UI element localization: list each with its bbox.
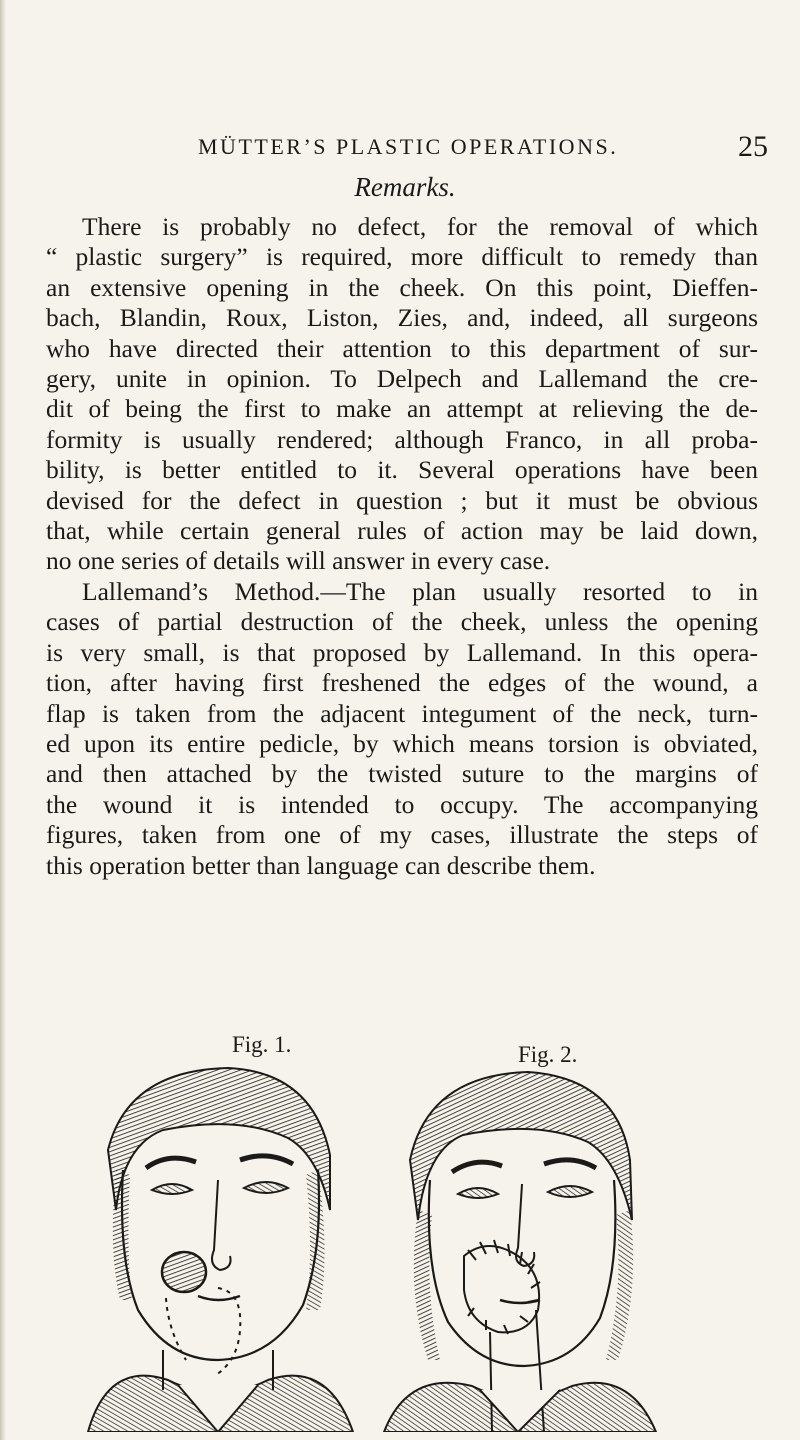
text-line: and then attached by the twisted suture to the margins of bbox=[46, 759, 758, 789]
body-text bbox=[46, 212, 758, 881]
text-line: figures, taken from one of my cases, illustrate the steps of bbox=[46, 820, 758, 850]
figure-2-label: Fig. 2. bbox=[518, 1042, 578, 1067]
running-head-title: MÜTTER’S PLASTIC OPERATIONS. bbox=[198, 134, 619, 159]
face-illustration-2 bbox=[368, 1060, 668, 1432]
text-line: “ plastic surgery” is required, more difficult to remedy than bbox=[46, 242, 758, 272]
text-line: gery, unite in opinion. To Delpech and Lallemand the cre- bbox=[46, 364, 758, 394]
text-line: tion, after having first freshened the edges of the wound, a bbox=[46, 668, 758, 698]
text-line: no one series of details will answer in every case. bbox=[46, 546, 551, 576]
text-line: this operation better than language can describe them. bbox=[46, 850, 596, 880]
figure-1-label: Fig. 1. bbox=[232, 1032, 292, 1057]
figure-2-engraving bbox=[368, 1060, 668, 1432]
paragraph-remarks bbox=[46, 212, 758, 577]
text-line: There is probably no defect, for the removal of which bbox=[82, 212, 758, 241]
text-line: flap is taken from the adjacent integument of the neck, turn- bbox=[46, 698, 758, 728]
text-line: ed upon its entire pedicle, by which means torsion is obviated, bbox=[46, 728, 758, 758]
text-line: the wound it is intended to occupy. The accompanying bbox=[46, 789, 758, 819]
text-line: formity is usually rendered; although Franco, in all proba- bbox=[46, 424, 758, 454]
text-line: bility, is better entitled to it. Several operations have been bbox=[46, 455, 758, 485]
face-illustration-1 bbox=[68, 1060, 368, 1432]
section-heading: Remarks. bbox=[354, 172, 456, 202]
page-number: 25 bbox=[738, 130, 768, 163]
text-line: Lallemand’s Method.—The plan usually resorted to in bbox=[82, 576, 758, 606]
running-head bbox=[0, 128, 800, 168]
text-line: devised for the defect in question ; but it must be obvious bbox=[46, 485, 758, 515]
text-line: an extensive opening in the cheek. On this point, Dieffen- bbox=[46, 272, 758, 302]
text-line: is very small, is that proposed by Lallemand. In this opera- bbox=[46, 637, 758, 667]
text-line: dit of being the first to make an attempt at relieving the de- bbox=[46, 394, 758, 424]
text-line: that, while certain general rules of action may be laid down, bbox=[46, 516, 758, 546]
text-line: bach, Blandin, Roux, Liston, Zies, and, indeed, all surgeons bbox=[46, 303, 758, 333]
page-edge-shadow bbox=[0, 0, 6, 1440]
figure-1-engraving bbox=[68, 1060, 368, 1432]
text-line: cases of partial destruction of the cheek, unless the opening bbox=[46, 607, 758, 637]
text-line: who have directed their attention to this department of sur- bbox=[46, 333, 758, 363]
paragraph-lallemand-method bbox=[46, 577, 758, 881]
